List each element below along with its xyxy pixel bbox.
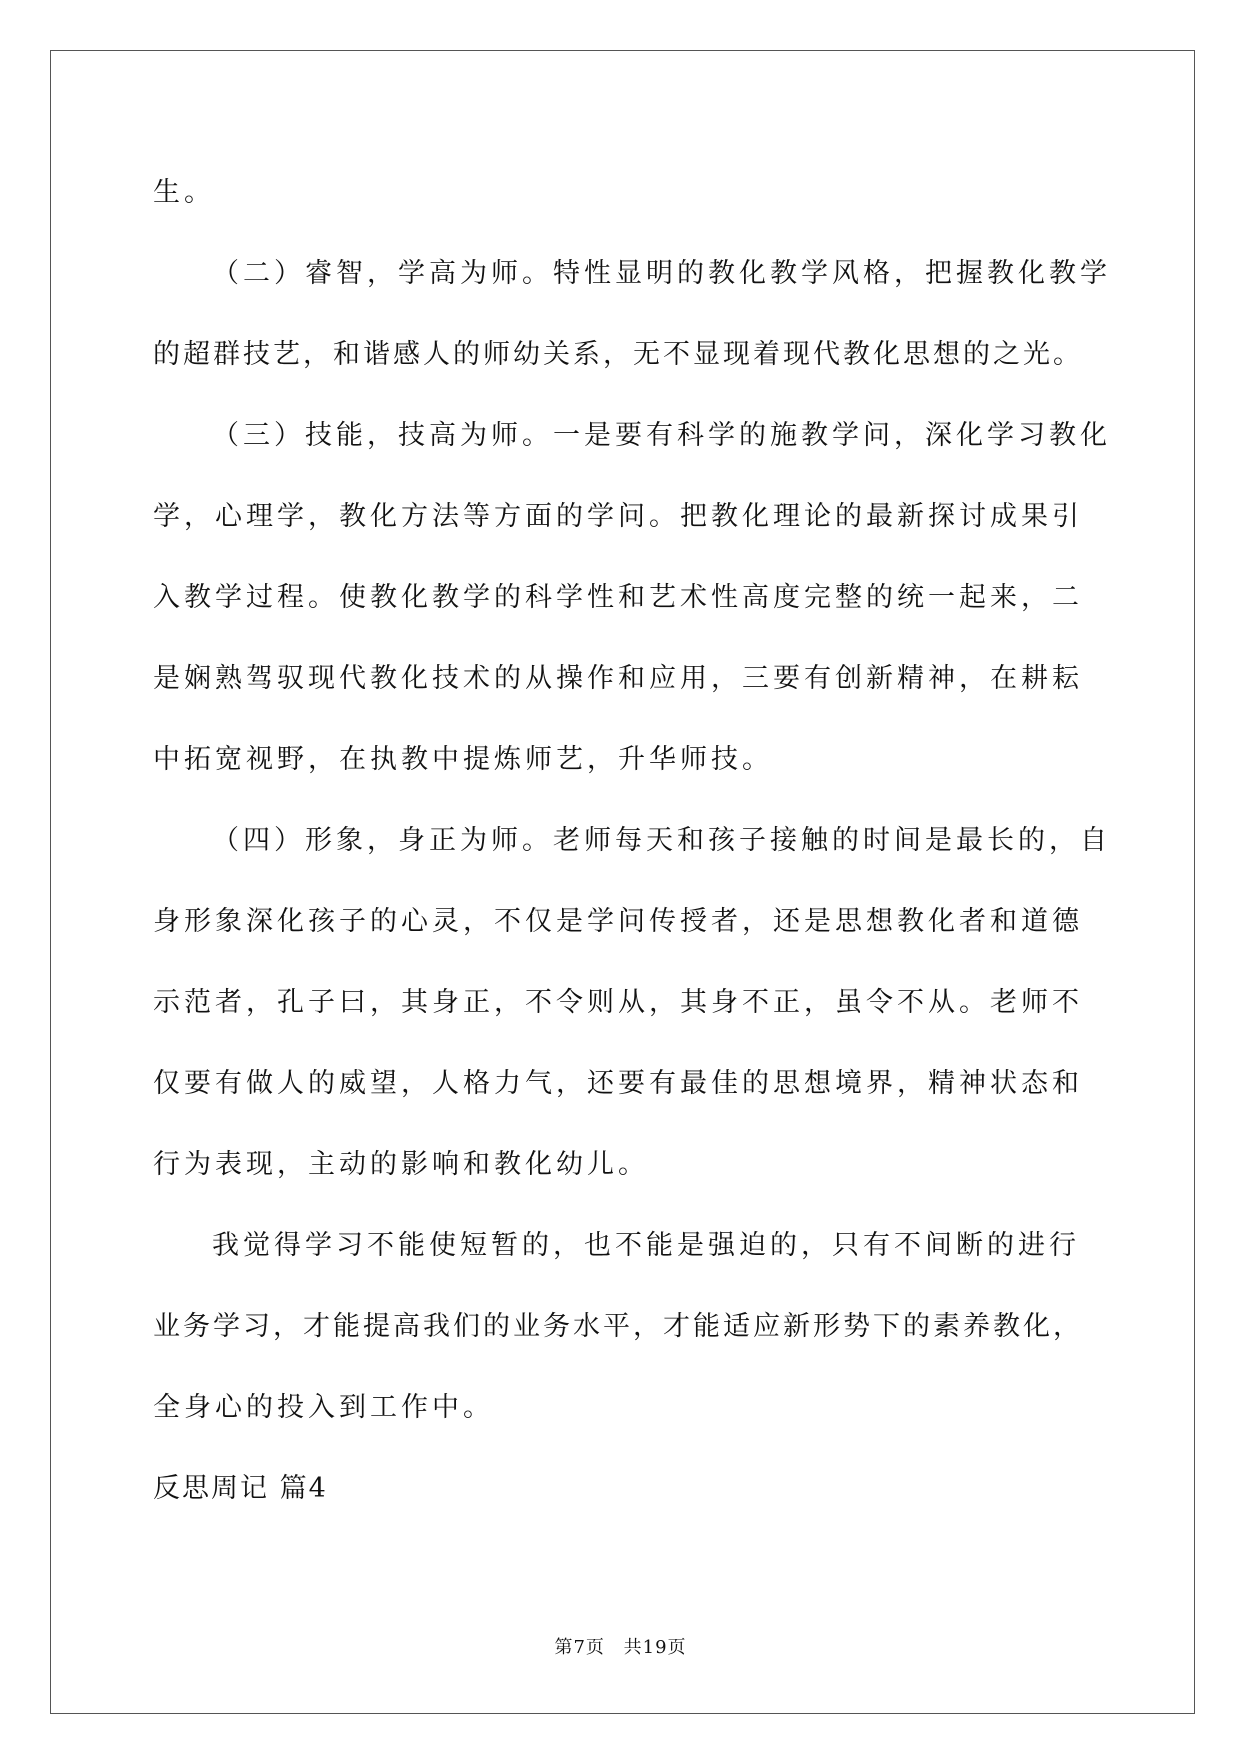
text-line: 的超群技艺，和谐感人的师幼关系，无不显现着现代教化思想的之光。 bbox=[153, 339, 1083, 370]
text-line: 学，心理学，教化方法等方面的学问。把教化理论的最新探讨成果引 bbox=[153, 501, 1083, 532]
text-line: 中拓宽视野，在执教中提炼师艺，升华师技。 bbox=[153, 744, 773, 775]
text-line: 行为表现，主动的影响和教化幼儿。 bbox=[153, 1149, 649, 1180]
text-line: 仅要有做人的威望，人格力气，还要有最佳的思想境界，精神状态和 bbox=[153, 1068, 1083, 1099]
page-footer bbox=[0, 1636, 1241, 1660]
paragraph-start-line: （四）形象，身正为师。老师每天和孩子接触的时间是最长的，自 bbox=[212, 825, 1111, 856]
paragraph-start-line: （二）睿智，学高为师。特性显明的教化教学风格，把握教化教学 bbox=[212, 258, 1111, 289]
text-line: 入教学过程。使教化教学的科学性和艺术性高度完整的统一起来，二 bbox=[153, 582, 1083, 613]
paragraph-start-line: （三）技能，技高为师。一是要有科学的施教学问，深化学习教化 bbox=[212, 420, 1111, 451]
text-line: 全身心的投入到工作中。 bbox=[153, 1392, 494, 1423]
text-line: 示范者，孔子曰，其身正，不令则从，其身不正，虽令不从。老师不 bbox=[153, 987, 1083, 1018]
page-number-total: 共19页 bbox=[623, 1637, 687, 1658]
text-line: 是娴熟驾驭现代教化技术的从操作和应用，三要有创新精神，在耕耘 bbox=[153, 663, 1083, 694]
page-number-current: 第7页 bbox=[554, 1637, 605, 1658]
text-line: 身形象深化孩子的心灵，不仅是学问传授者，还是思想教化者和道德 bbox=[153, 906, 1083, 937]
section-heading: 反思周记 篇4 bbox=[153, 1473, 328, 1504]
paragraph-start-line: 我觉得学习不能使短暂的，也不能是强迫的，只有不间断的进行 bbox=[212, 1230, 1080, 1261]
text-line: 业务学习，才能提高我们的业务水平，才能适应新形势下的素养教化， bbox=[153, 1311, 1083, 1342]
text-line: 生。 bbox=[153, 177, 215, 208]
page-border bbox=[50, 50, 1195, 1714]
